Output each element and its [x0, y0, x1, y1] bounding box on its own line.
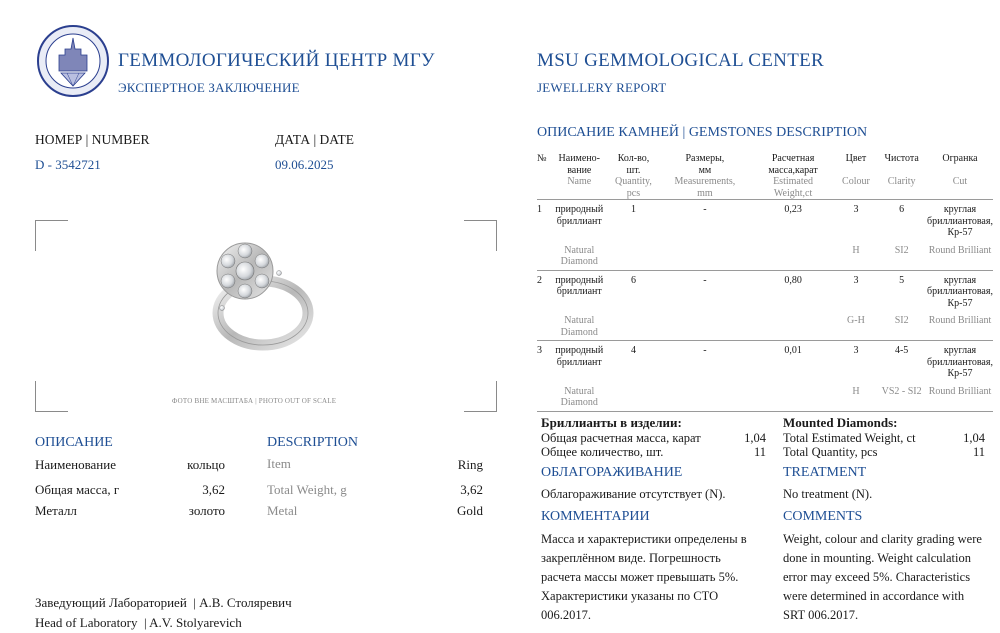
comments-text-ru: Масса и характеристики определены в закреплённом виде. Погрешность расчета массы может превышать 5%. Характеристики указаны по СТО 006.2017.: [541, 532, 747, 622]
msu-logo: [37, 25, 109, 97]
desc-label-ru: Наименование: [35, 457, 116, 472]
cell-weight: 0,80: [784, 274, 802, 286]
cell-color-ru: 3: [853, 345, 859, 356]
mounted-weight-label-ru: Общая расчетная масса, карат: [541, 431, 701, 445]
mounted-weight-label-en: Total Estimated Weight, ct: [783, 431, 916, 445]
header-cell: №: [537, 153, 547, 164]
treatment-text-ru: Облагораживание отсутствует (N).: [541, 487, 726, 501]
photo-caption: ФОТО ВНЕ МАСШТАБА | PHOTO OUT OF SCALE: [171, 397, 337, 405]
desc-value-en: Gold: [457, 503, 483, 518]
desc-label-en: Total Weight, g: [267, 482, 347, 497]
header-cell: Quantity, pcs: [615, 176, 652, 199]
cell-qty: 1: [630, 204, 636, 215]
signature-en: Head of Laboratory | A.V. Stolyarevich: [35, 615, 242, 630]
cell-qty: 4: [630, 345, 636, 356]
frame-corner-tl: [35, 220, 68, 251]
cell-num: 1: [537, 204, 542, 215]
cell-size: -: [703, 204, 707, 215]
cell-clarity-en: VS2 - SI2: [881, 385, 922, 397]
cell-cut-ru: круглая бриллиантовая, Кр-57: [927, 345, 993, 379]
mounted-title-ru: Бриллианты в изделии:: [541, 415, 682, 430]
cell-clarity-ru: 6: [899, 204, 905, 215]
cell-name-en: Natural Diamond: [560, 244, 598, 267]
table-row: [537, 200, 993, 239]
header-cell: Размеры, мм: [685, 153, 725, 176]
cell-clarity-ru: 5: [899, 274, 905, 286]
cell-color-en: G-H: [847, 315, 865, 326]
treatment-text-en: No treatment (N).: [783, 487, 873, 501]
cell-name-ru: природный бриллиант: [555, 345, 604, 368]
header-cell: Clarity: [887, 176, 916, 187]
desc-value-ru: золото: [188, 503, 225, 518]
cell-name-ru: природный бриллиант: [555, 204, 604, 227]
cell-size: -: [703, 345, 707, 356]
header-cell: Расчетная масса,карат: [768, 153, 818, 176]
cell-size: -: [703, 274, 707, 286]
desc-value-en: 3,62: [460, 482, 483, 497]
mounted-qty-label-en: Total Quantity, pcs: [783, 445, 878, 459]
table-row-en: [537, 380, 993, 412]
mounted-weight-value-en: 1,04: [963, 431, 985, 445]
desc-label-ru: Общая масса, г: [35, 482, 120, 497]
header-title-en: MSU GEMMOLOGICAL CENTER: [537, 50, 824, 71]
description-title-en: DESCRIPTION: [267, 435, 359, 450]
header-title-ru: ГЕММОЛОГИЧЕСКИЙ ЦЕНТР МГУ: [118, 50, 435, 71]
header-cell: Цвет: [845, 153, 867, 164]
cell-cut-en: Round Brilliant: [928, 244, 992, 256]
cell-cut-ru: круглая бриллиантовая, Кр-57: [927, 274, 993, 309]
header-cell: Огранка: [942, 153, 978, 164]
desc-label-en: Metal: [267, 503, 298, 518]
cell-qty: 6: [630, 274, 636, 286]
treatment-title-en: TREATMENT: [783, 465, 867, 480]
header-cell: [537, 176, 551, 200]
header-cell: Наимено- вание: [558, 153, 600, 176]
desc-label-en: Item: [267, 456, 291, 471]
cell-name-en: Natural Diamond: [560, 385, 598, 408]
number-label: НОМЕР | NUMBER: [35, 132, 150, 147]
cell-name-en: Natural Diamond: [560, 315, 598, 338]
mounted-qty-value-ru: 11: [753, 445, 766, 459]
table-header-en: [537, 176, 993, 200]
mounted-qty-label-ru: Общее количество, шт.: [541, 445, 664, 459]
gemstones-title: ОПИСАНИЕ КАМНЕЙ | GEMSTONES DESCRIPTION: [537, 125, 868, 140]
treatment-title-ru: ОБЛАГОРАЖИВАНИЕ: [541, 465, 683, 480]
number-value: D - 3542721: [35, 157, 101, 172]
table-row: [537, 271, 993, 310]
cell-weight: 0,23: [784, 204, 802, 215]
cell-cut-en: Round Brilliant: [928, 315, 992, 326]
header-cell: Name: [567, 176, 592, 187]
mounted-weight-value-ru: 1,04: [744, 431, 766, 445]
cell-num: 3: [537, 345, 542, 356]
cell-weight: 0,01: [784, 345, 802, 356]
cell-color-ru: 3: [853, 274, 859, 286]
header-cell: Colour: [842, 176, 870, 187]
header-cell: Кол-во, шт.: [617, 153, 650, 176]
cell-clarity-en: SI2: [894, 244, 909, 256]
cell-color-ru: 3: [853, 204, 859, 215]
comments-title-ru: КОММЕНТАРИИ: [541, 509, 650, 524]
cell-name-ru: природный бриллиант: [555, 274, 604, 297]
description-title-ru: ОПИСАНИЕ: [35, 435, 113, 450]
header-subtitle-ru: ЭКСПЕРТНОЕ ЗАКЛЮЧЕНИЕ: [118, 80, 300, 95]
desc-value-en: Ring: [457, 457, 483, 472]
date-value: 09.06.2025: [275, 157, 334, 172]
cell-clarity-ru: 4-5: [894, 345, 909, 356]
mounted-title-en: Mounted Diamonds:: [783, 415, 898, 430]
cell-cut-ru: круглая бриллиантовая, Кр-57: [927, 204, 993, 238]
header-subtitle-en: JEWELLERY REPORT: [537, 80, 667, 95]
cell-cut-en: Round Brilliant: [928, 385, 992, 397]
cell-color-en: H: [852, 244, 860, 256]
header-cell: Чистота: [884, 153, 919, 164]
frame-corner-tr: [464, 220, 497, 251]
table-header-ru: [537, 153, 993, 176]
signature-ru: Заведующий Лабораторией | А.В. Столяревич: [35, 595, 292, 610]
table-row: [537, 341, 993, 380]
header-cell: Estimated Weight,ct: [773, 176, 814, 199]
comments-title-en: COMMENTS: [783, 509, 863, 524]
mounted-qty-value-en: 11: [972, 445, 985, 459]
date-label: ДАТА | DATE: [275, 132, 355, 147]
table-row-en: [537, 239, 993, 271]
table-row-en: [537, 309, 993, 341]
gemstones-table: [537, 153, 993, 412]
cell-num: 2: [537, 274, 542, 286]
desc-value-ru: кольцо: [187, 457, 225, 472]
cell-clarity-en: SI2: [894, 315, 909, 326]
cell-color-en: H: [852, 385, 860, 397]
header-cell: Measurements, mm: [674, 176, 736, 199]
ring-photo: [195, 225, 320, 360]
comments-text-en: Weight, colour and clarity grading were done in mounting. Weight calculation error may exceed 5%. Characteristics were determined in accordance with SRT 006.2017.: [783, 532, 982, 622]
desc-value-ru: 3,62: [202, 482, 225, 497]
desc-label-ru: Металл: [35, 503, 77, 518]
header-cell: Cut: [952, 176, 968, 187]
